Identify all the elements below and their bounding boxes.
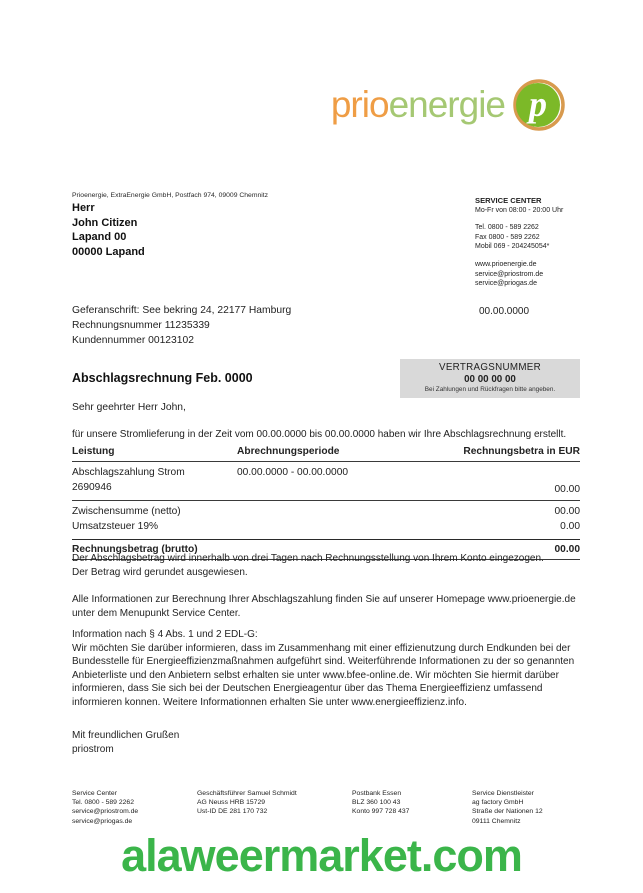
footer-line: service@priostrom.de	[72, 808, 139, 816]
paragraph-edl-g-info	[72, 628, 584, 710]
customer-number-line: Kundennummer 00123102	[72, 335, 194, 346]
tax-amount: 0.00	[560, 520, 580, 532]
paragraph-debit-notice	[72, 552, 584, 579]
homepage-info-line1: Alle Informationen zur Berechnung Ihrer Abschlagszahlung finden Sie auf unserer Homepage www.prioenergie.de	[72, 594, 576, 605]
subtotal-label: Zwischensumme (netto)	[72, 506, 181, 517]
service-center-hours: Mo-Fr von 08:00 - 20:00 Uhr	[475, 206, 564, 214]
recipient-salutation: Herr	[72, 202, 95, 214]
prioenergie-logo-icon	[513, 78, 565, 132]
table-row-umsatzsteuer	[72, 520, 580, 535]
footer-company-registry	[197, 789, 347, 817]
recipient-street: Lapand 00	[72, 231, 127, 244]
footer-line: Straße der Nationen 12	[472, 808, 543, 816]
salutation-line: Sehr geehrter Herr John,	[72, 402, 186, 413]
logo-energie-text: energie	[388, 84, 505, 125]
service-center-block	[475, 196, 595, 289]
contract-number-title: VERTRAGSNUMMER	[439, 362, 541, 373]
footer-line: Postbank Essen	[352, 790, 402, 797]
recipient-name: John Citizen	[72, 216, 138, 229]
service-cell	[72, 466, 237, 495]
footer-line: AG Neuss HRB 15729	[197, 799, 266, 807]
footer-line: Geschäftsführer Samuel Schmidt	[197, 790, 297, 797]
service-center-website: www.prioenergie.de	[475, 260, 537, 268]
sender-return-address: Prioenergie, ExtraEnergie GmbH, Postfach 974, 09009 Chemnitz	[72, 192, 269, 199]
footer-line: Ust-ID DE 281 170 732	[197, 808, 268, 816]
total-label: Rechnungsbetrag (brutto)	[72, 544, 198, 555]
footer-line: Service Center	[72, 790, 117, 797]
footer-line: service@priogas.de	[72, 817, 133, 825]
recipient-address-block	[72, 201, 145, 259]
recipient-city: 00000 Lapand	[72, 245, 145, 258]
closing-block	[72, 729, 584, 756]
debit-notice-line2: Der Betrag wird gerundet ausgewiesen.	[72, 566, 248, 578]
header-rechnungsbetrag: Rechnungsbetra in EUR	[463, 446, 580, 457]
debit-notice-line1: Der Abschlagsbetrag wird innerhalb von drei Tagen nach Rechnungsstellung von Ihrem Konto eingezogen.	[72, 553, 544, 564]
paragraph-homepage-info	[72, 593, 584, 620]
amount-cell: 00.00	[554, 484, 580, 495]
footer-line: Service Dienstleister	[472, 790, 534, 797]
footer-service-provider	[472, 789, 582, 826]
footer-line: BLZ 360 100 43	[352, 799, 401, 807]
edl-g-body: Wir möchten Sie darüber informieren, dass im Zusammenhang mit einer effizienutzung durch Endkunden bei der Bundesstelle für Energieeffizienzmaßnahmen aufgeführt sind. Weiterführende Informationen zu der so genannten Anbieterliste und den Anbietern selbst erhalten sie unter www.bfee-online.de. Wir möchten Sie hiermit darüber informieren, dass Sie sich bei der Deutschen Energieagentur über das Thema Energieeffizienz umfassend informieren konnen. Weitere Informationnen erhalten Sie unter www.energieeffizienz.info.	[72, 642, 575, 708]
table-subtotal-section	[72, 501, 580, 540]
service-center-email-strom: service@priostrom.de	[475, 270, 544, 278]
contract-number-note: Bei Zahlungen und Rückfragen bitte angeben.	[424, 386, 556, 393]
delivery-address-line: Geferanschrift: See bekring 24, 22177 Hamburg	[72, 305, 292, 316]
contract-number-value: 00 00 00 00	[464, 374, 516, 385]
service-number: 2690946	[72, 481, 112, 493]
closing-signature: priostrom	[72, 743, 114, 755]
service-name: Abschlagszahlung Strom	[72, 467, 185, 478]
billing-table	[72, 446, 580, 560]
footer-service-center	[72, 789, 190, 826]
service-center-email-gas: service@priogas.de	[475, 280, 537, 288]
service-center-fax: Fax 0800 - 589 2262	[475, 233, 540, 241]
logo-prio-text: prio	[330, 84, 389, 125]
prioenergie-wordmark	[331, 84, 505, 126]
footer-line: ag factory GmbH	[472, 799, 524, 807]
table-row-abschlagszahlung	[72, 462, 580, 501]
intro-line: für unsere Stromlieferung in der Zeit vom 00.00.0000 bis 00.00.0000 haben wir Ihre Abschlagsrechnung erstellt.	[72, 429, 567, 440]
subtotal-amount: 00.00	[554, 506, 580, 517]
header-leistung: Leistung	[72, 446, 115, 457]
reference-block	[72, 303, 291, 348]
footer-line: 09111 Chemnitz	[472, 817, 521, 825]
billing-table-header	[72, 446, 580, 462]
footer-bank-details	[352, 789, 464, 817]
svg-text:p: p	[529, 84, 547, 124]
document-date: 00.00.0000	[479, 306, 530, 317]
page-title: Abschlagsrechnung Feb. 0000	[72, 371, 253, 385]
prioenergie-logo	[331, 78, 565, 132]
invoice-number-line: Rechnungsnummer 11235339	[72, 320, 210, 331]
total-amount: 00.00	[554, 544, 580, 555]
footer-line: Konto 997 728 437	[352, 808, 410, 816]
closing-greeting: Mit freundlichen Grußen	[72, 730, 180, 741]
service-center-title: SERVICE CENTER	[475, 196, 542, 205]
tax-label: Umsatzsteuer 19%	[72, 520, 159, 532]
header-abrechnungsperiode: Abrechnungsperiode	[237, 446, 340, 457]
service-center-mobil: Mobil 069 - 204245054*	[475, 243, 550, 251]
contract-number-box	[400, 359, 580, 398]
service-center-tel: Tel. 0800 - 589 2262	[475, 224, 539, 232]
footer-line: Tel. 0800 - 589 2262	[72, 799, 134, 807]
watermark-text: alaweermarket.com	[121, 830, 522, 881]
table-row-zwischensumme	[72, 505, 580, 520]
period-cell: 00.00.0000 - 00.00.0000	[237, 467, 349, 478]
homepage-info-line2: unter dem Menupunkt Service Center.	[72, 607, 241, 619]
edl-g-title: Information nach § 4 Abs. 1 und 2 EDL-G:	[72, 629, 258, 640]
